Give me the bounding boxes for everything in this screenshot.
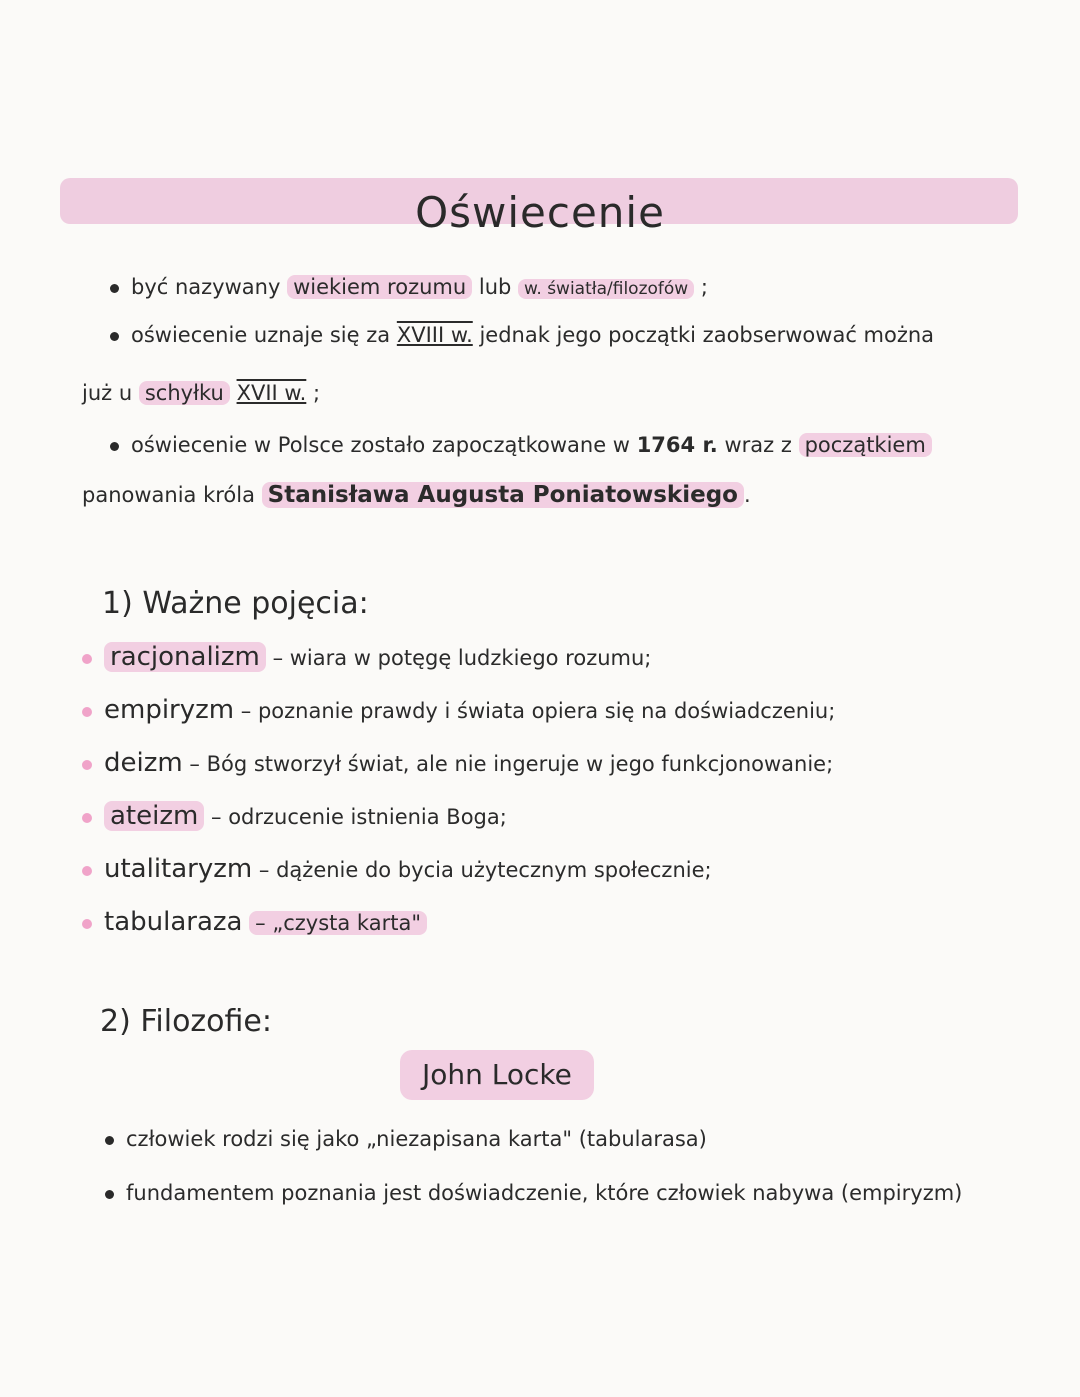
intro-text: wraz z: [724, 433, 792, 457]
highlight-term: wiekiem rozumu: [287, 275, 472, 299]
pink-bullet-icon: [82, 919, 92, 929]
pink-bullet-icon: [82, 866, 92, 876]
century-label: XVIII w.: [396, 323, 473, 347]
intro-line-3: [82, 378, 320, 408]
intro-text: ;: [700, 275, 708, 299]
term-name: tabularaza: [104, 907, 243, 937]
term-item: [82, 695, 835, 726]
pink-bullet-icon: [82, 654, 92, 664]
term-item: [82, 907, 427, 938]
bullet-icon: [110, 332, 119, 341]
locke-point-text: fundamentem poznania jest doświadczenie, które człowiek nabywa (empiryzm): [126, 1181, 963, 1205]
intro-text: już u: [82, 381, 133, 405]
intro-text: lub: [478, 275, 512, 299]
philosopher-name: John Locke: [400, 1050, 594, 1100]
bullet-icon: [105, 1136, 114, 1145]
bullet-icon: [105, 1190, 114, 1199]
intro-text: ;: [313, 381, 321, 405]
term-definition: – Bóg stworzył świat, ale nie ingeruje w jego funkcjonowanie;: [189, 752, 834, 776]
term-definition: – wiara w potęgę ludzkiego rozumu;: [272, 646, 652, 670]
pink-bullet-icon: [82, 760, 92, 770]
intro-text: jednak jego początki zaobserwować można: [479, 323, 935, 347]
term-definition: – poznanie prawdy i świata opiera się na doświadczeniu;: [240, 699, 836, 723]
term-item: [82, 854, 712, 885]
pink-bullet-icon: [82, 707, 92, 717]
term-name: deizm: [104, 748, 183, 778]
bullet-icon: [110, 442, 119, 451]
intro-line-4: [110, 430, 932, 460]
term-name: ateizm: [104, 801, 204, 831]
term-item: [82, 642, 651, 673]
intro-line-5: [82, 480, 751, 510]
term-definition: – odrzucenie istnienia Boga;: [211, 805, 507, 829]
intro-text: oświecenie w Polsce zostało zapoczątkowane w: [131, 433, 630, 457]
intro-text: panowania króla: [82, 483, 255, 507]
highlight-term: schyłku: [139, 381, 230, 405]
term-name: utalitaryzm: [104, 854, 253, 884]
intro-line-1: [110, 272, 708, 304]
locke-point: [105, 1124, 707, 1154]
intro-text: być nazywany: [131, 275, 281, 299]
year-label: 1764 r.: [636, 433, 718, 457]
term-item: [82, 748, 833, 779]
locke-point-text: człowiek rodzi się jako „niezapisana karta" (tabularasa): [126, 1127, 707, 1151]
section-heading-philosophers: 2) Filozofie:: [100, 1004, 272, 1039]
intro-text: oświecenie uznaje się za: [131, 323, 391, 347]
term-definition: – dążenie do bycia użytecznym społecznie;: [258, 858, 712, 882]
term-definition: – „czysta karta": [249, 911, 427, 935]
century-label: XVII w.: [236, 381, 307, 405]
intro-line-2: [110, 320, 934, 350]
intro-text: .: [743, 483, 751, 507]
term-name: empiryzm: [104, 695, 235, 725]
bullet-icon: [110, 284, 119, 293]
locke-point: [105, 1178, 962, 1208]
highlight-term: początkiem: [799, 433, 932, 457]
pink-bullet-icon: [82, 813, 92, 823]
term-item: [82, 801, 507, 832]
highlight-term: w. światła/filozofów: [518, 279, 694, 299]
king-name: Stanisława Augusta Poniatowskiego: [262, 482, 744, 508]
section-heading-terms: 1) Ważne pojęcia:: [102, 586, 369, 621]
term-name: racjonalizm: [104, 642, 266, 672]
page-title: Oświecenie: [415, 188, 665, 237]
